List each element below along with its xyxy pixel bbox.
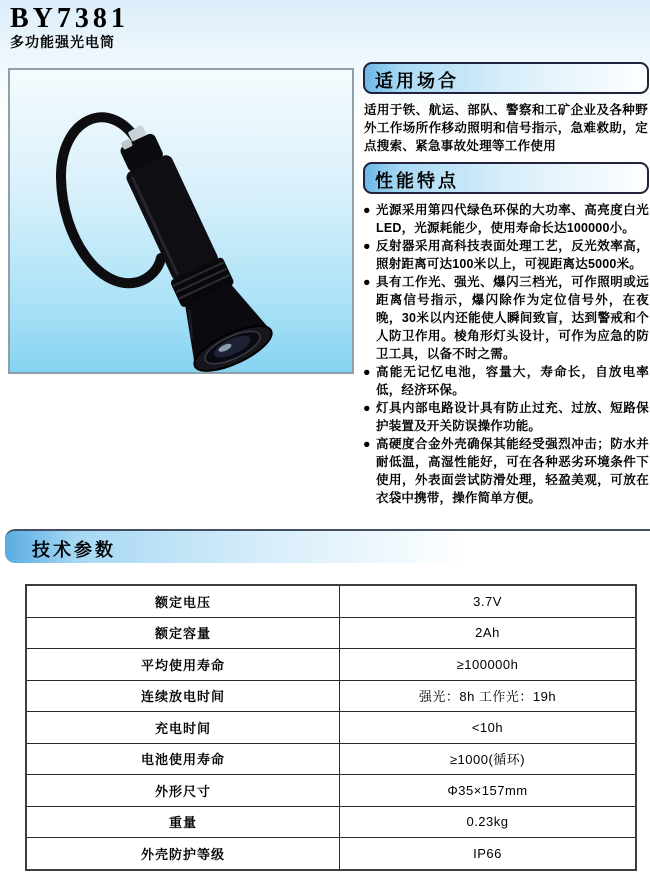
- bullet-icon: ●: [363, 437, 371, 451]
- bullet-icon: ●: [363, 275, 371, 289]
- spec-label: 电池使用寿命: [26, 743, 340, 775]
- spec-value: ≥1000(循环): [340, 743, 637, 775]
- feature-text: 反射器采用高科技表面处理工艺，反光效率高，照射距离可达100米以上，可视距离达5000米。: [376, 239, 649, 271]
- spec-value: <10h: [340, 712, 637, 744]
- spec-label: 重量: [26, 806, 340, 838]
- product-photo: [8, 68, 354, 374]
- table-row: [26, 585, 636, 617]
- features-section-header: 性能特点: [363, 162, 649, 194]
- feature-bullet: [363, 237, 649, 273]
- usage-body-text: 适用于铁、航运、部队、警察和工矿企业及各种野外工作场所作移动照明和信号指示，急难救助，定点搜索、紧急事故处理等工作使用: [364, 103, 648, 153]
- feature-text: 灯具内部电路设计具有防止过充、过放、短路保护装置及开关防误操作功能。: [376, 401, 649, 433]
- table-row: [26, 806, 636, 838]
- right-column: [363, 62, 649, 507]
- product-subtitle: 多功能强光电筒: [10, 34, 115, 50]
- feature-text: 具有工作光、强光、爆闪三档光，可作照明或远距离信号指示，爆闪除作为定位信号外，在夜晚，30米以内还能使人瞬间致盲，达到警戒和个人防卫作用。棱角形灯头设计，可作为应急的防卫工具，以备不时之需。: [376, 275, 649, 361]
- feature-bullet: [363, 363, 649, 399]
- spec-label: 连续放电时间: [26, 680, 340, 712]
- usage-section-header: 适用场合: [363, 62, 649, 94]
- spec-label: 平均使用寿命: [26, 649, 340, 681]
- spec-value: 2Ah: [340, 617, 637, 649]
- feature-bullet: [363, 273, 649, 363]
- features-list: [363, 201, 649, 507]
- spec-label: 外壳防护等级: [26, 838, 340, 870]
- feature-text: 高硬度合金外壳确保其能经受强烈冲击；防水并耐低温，高湿性能好，可在各种恶劣环境条件下使用，外表面尝试防滑处理，轻盈美观，可放在衣袋中携带，操作简单方便。: [376, 437, 649, 505]
- spec-value: IP66: [340, 838, 637, 870]
- feature-text: 高能无记忆电池，容量大，寿命长，自放电率低，经济环保。: [376, 365, 649, 397]
- feature-bullet: [363, 201, 649, 237]
- spec-value: 3.7V: [340, 585, 637, 617]
- table-row: [26, 743, 636, 775]
- feature-bullet: [363, 435, 649, 507]
- table-row: [26, 838, 636, 870]
- table-row: [26, 617, 636, 649]
- title-block: [10, 4, 129, 51]
- spec-label: 外形尺寸: [26, 775, 340, 807]
- table-row: [26, 680, 636, 712]
- spec-value: Φ35×157mm: [340, 775, 637, 807]
- bullet-icon: ●: [363, 401, 371, 415]
- spec-value: ≥100000h: [340, 649, 637, 681]
- spec-label: 额定容量: [26, 617, 340, 649]
- page-title: BY7381: [10, 3, 129, 34]
- specs-section-header: 技术参数: [5, 529, 650, 563]
- spec-table: [25, 584, 637, 871]
- spec-label: 充电时间: [26, 712, 340, 744]
- table-row: [26, 649, 636, 681]
- flashlight-image: [10, 70, 352, 372]
- spec-label: 额定电压: [26, 585, 340, 617]
- feature-text: 光源采用第四代绿色环保的大功率、高亮度白光LED，光源耗能少，使用寿命长达100000小。: [376, 203, 649, 235]
- bullet-icon: ●: [363, 203, 371, 217]
- feature-bullet: [363, 399, 649, 435]
- bullet-icon: ●: [363, 239, 371, 253]
- table-row: [26, 775, 636, 807]
- spec-value: 0.23kg: [340, 806, 637, 838]
- bullet-icon: ●: [363, 365, 371, 379]
- table-row: [26, 712, 636, 744]
- spec-value: 强光：8h 工作光：19h: [340, 680, 637, 712]
